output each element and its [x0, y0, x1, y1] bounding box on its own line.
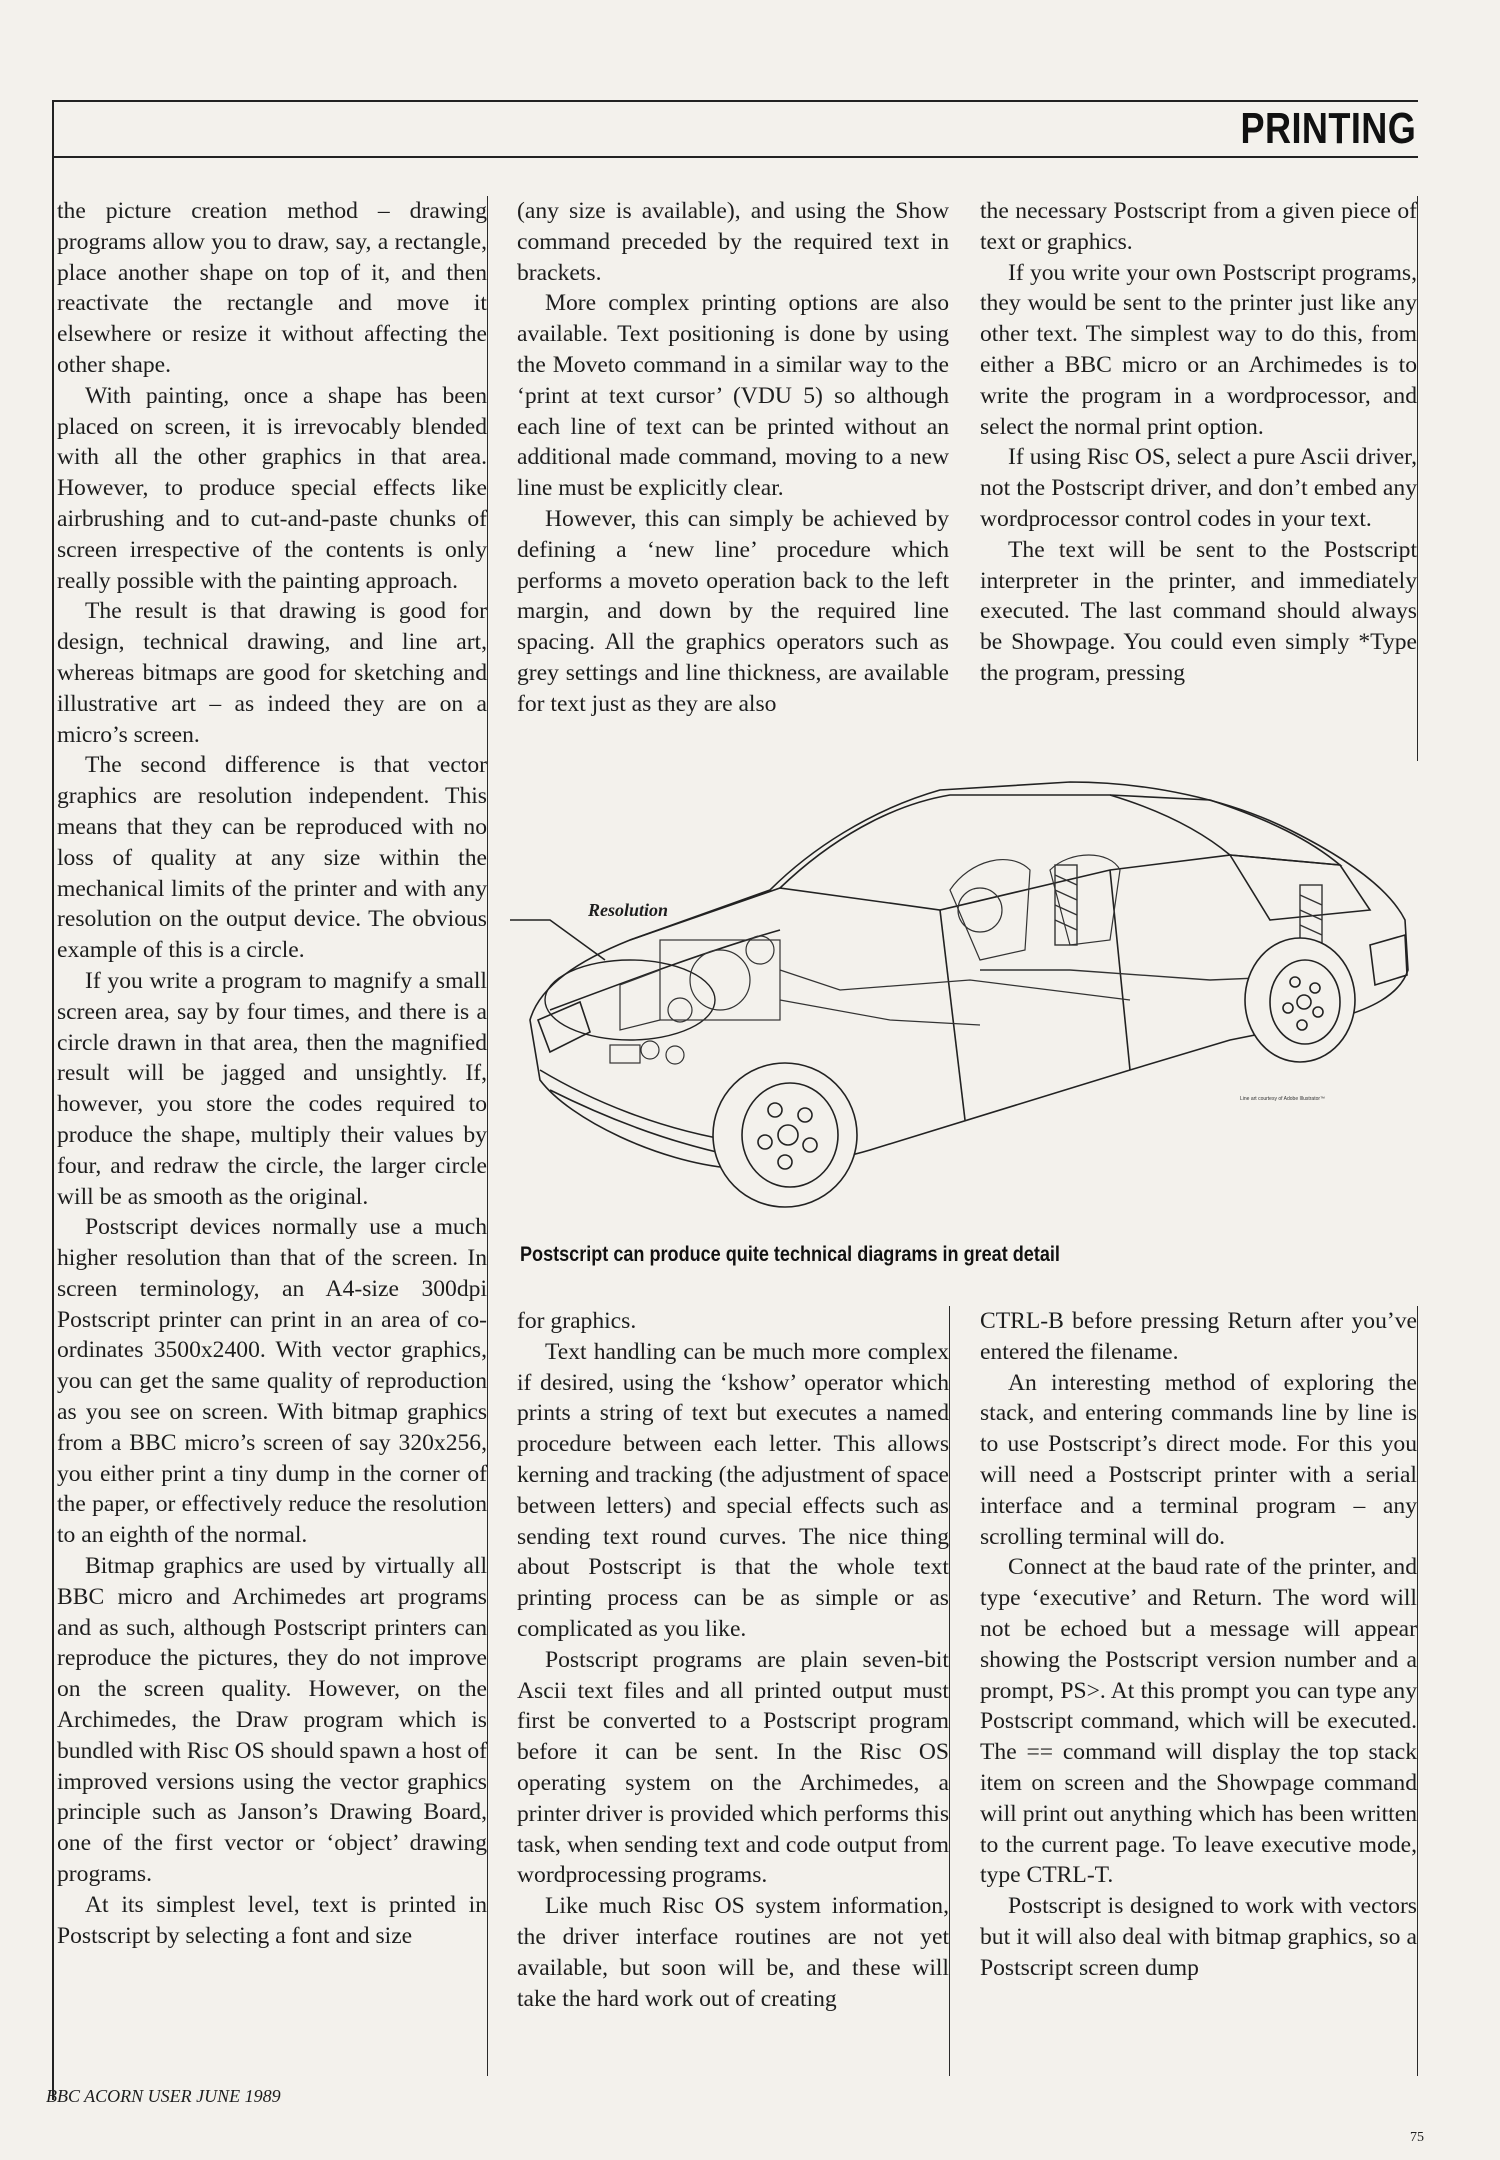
engine-assembly [610, 936, 1130, 1064]
hood-line [550, 930, 780, 1010]
paragraph: At its simplest level, text is printed in Postscript by selecting a font and size [57, 1891, 487, 1949]
figure-caption: Postscript can produce quite technical diagrams in great detail [520, 1243, 1060, 1266]
paragraph: Text handling can be much more complex if desired, using the ‘kshow’ operator which prints a string of text but executes a named procedure between each letter. This allows kerning and tracking (the adjustment of space between letters) and special effects such as sending text round curves. The nice thing about Postscript is that the whole text printing process can be as simple or as complicated as you like. [517, 1338, 949, 1642]
resolution-callout-label: Resolution [588, 900, 669, 920]
callout-leader-line [510, 920, 605, 960]
paragraph: If using Risc OS, select a pure Ascii driver, not the Postscript driver, and don’t embed any wordprocessor control codes in your text. [980, 444, 1417, 532]
door-line [1110, 870, 1130, 1070]
paragraph: Postscript is designed to work with vectors but it will also deal with bitmap graphics, so a Postscript screen dump [980, 1893, 1417, 1981]
steering-wheel [958, 888, 1002, 932]
top-rule [52, 100, 1418, 102]
front-bumper [540, 1070, 740, 1142]
front-wheel [713, 1063, 857, 1207]
paragraph: With painting, once a shape has been placed on screen, it is irrevocably blended with all the other graphics in that area. However, to produce special effects like airbrushing and to cut-and-paste chunks of screen irrespective of the contents is only really possible with the painting approach. [57, 382, 487, 594]
left-rule [52, 100, 54, 2100]
paragraph: for graphics. [517, 1308, 637, 1334]
paragraph: The result is that drawing is good for design, technical drawing, and line art, whereas bitmaps are good for sketching and illustrative art – as indeed they are on a micro’s screen. [57, 598, 487, 748]
paragraph: The text will be sent to the Postscript interpreter in the printer, and immediately executed. The last command should always be Showpage. You could even simply *Type the program, pressing [980, 536, 1417, 686]
illustration-credit: Line art courtesy of Adobe Illustrator™ [1240, 1096, 1326, 1102]
column-2-top [517, 196, 949, 766]
column-2-bottom [517, 1306, 950, 2076]
paragraph: (any size is available), and using the Show command preceded by the required text in brackets. [517, 198, 949, 286]
paragraph: Like much Risc OS system information, the driver interface routines are not yet available, but soon will be, and these will take the hard work out of creating [517, 1893, 949, 2012]
column-1 [57, 196, 488, 2076]
paragraph: More complex printing options are also available. Text positioning is done by using the Moveto command in a similar way to the ‘print at text cursor’ (VDU 5) so although each line of text can be printed without an additional made command, moving to a new line must be explicitly clear. [517, 290, 949, 502]
column-3-top [980, 196, 1418, 761]
door-line-front [940, 910, 965, 1120]
paragraph: CTRL-B before pressing Return after you’ve entered the filename. [980, 1308, 1417, 1365]
paragraph: Bitmap graphics are used by virtually all BBC micro and Archimedes art programs and as such, although Postscript printers can reproduce the pictures, they do not improve on the screen quality. However, on the Archimedes, the Draw program which is bundled with Risc OS should spawn a host of improved versions using the vector graphics principle such as Janson’s Drawing Board, one of the first vector or ‘object’ drawing programs. [57, 1553, 487, 1888]
paragraph: If you write a program to magnify a small screen area, say by four times, and there is a circle drawn in that area, then the magnified result will be jagged and unsightly. If, however, you store the codes required to produce the shape, multiply their values by four, and redraw the circle, the larger circle will be as smooth as the original. [57, 967, 487, 1210]
paragraph: If you write your own Postscript programs, they would be sent to the printer just like any other text. The simplest way to do this, from either a BBC micro or an Archimedes is to write the program in a wordprocessor, and select the normal print option. [980, 259, 1417, 440]
paragraph: Postscript programs are plain seven-bit Ascii text files and all printed output must first be converted to a Postscript program before it can be sent. In the Risc OS operating system on the Archimedes, a printer driver is provided which performs this task, when sending text and code output from wordprocessing programs. [517, 1646, 949, 1889]
paragraph: Connect at the baud rate of the printer, and type ‘executive’ and Return. The word will not be echoed but a message will appear showing the Postscript version number and a prompt, PS>. At this prompt you can type any Postscript command, which will be executed. The == command will display the top stack item on screen and the Showpage command will print out anything which has been written to the current page. To leave executive mode, type CTRL-T. [980, 1554, 1417, 1889]
engine-block [660, 940, 780, 1020]
car-illustration-svg [510, 770, 1420, 1230]
header-rule [52, 156, 1418, 158]
section-title: PRINTING [1240, 104, 1416, 153]
headlight [538, 1002, 590, 1052]
paragraph: the necessary Postscript from a given piece of text or graphics. [980, 198, 1417, 255]
engine-pulley [690, 950, 750, 1010]
paragraph: Postscript devices normally use a much higher resolution than that of the screen. In screen terminology, an A4-size 300dpi Postscript printer can print in an area of co-ordinates 3500x2400. With vector graphics, you can get the same quality of reproduction as you see on screen. With bitmap graphics from a BBC micro’s screen of say 320x256, you either print a tiny dump in the corner of the paper, or effectively reduce the resolution to an eighth of the normal. [57, 1214, 487, 1549]
page-number: 75 [1410, 2130, 1424, 2145]
paragraph: An interesting method of exploring the stack, and entering commands line by line is to use Postscript’s direct mode. For this you will need a Postscript printer with a serial interface and a terminal program – any scrolling terminal will do. [980, 1369, 1417, 1550]
paragraph: However, this can simply be achieved by defining a ‘new line’ procedure which performs a moveto operation back to the left margin, and down by the required line spacing. All the graphics operators such as grey settings and line thickness, are available for text just as they are also [517, 505, 949, 717]
windshield [780, 795, 1230, 910]
column-3-bottom [980, 1306, 1418, 2076]
magazine-footer: BBC ACORN USER JUNE 1989 [46, 2086, 281, 2106]
rear-wheel [1245, 938, 1355, 1062]
seats [950, 855, 1120, 960]
paragraph: the picture creation method – drawing programs allow you to draw, say, a rectangle, place another shape on top of it, and then reactivate the rectangle and move it elsewhere or resize it without affecting the other shape. [57, 198, 487, 378]
car-cutaway-illustration [510, 770, 1420, 1230]
paragraph: The second difference is that vector graphics are resolution independent. This means that they can be reproduced with no loss of quality at any size within the mechanical limits of the printer and with any resolution on the output device. The obvious example of this is a circle. [57, 752, 487, 964]
roof-line [1110, 795, 1340, 865]
taillight [1370, 935, 1407, 985]
